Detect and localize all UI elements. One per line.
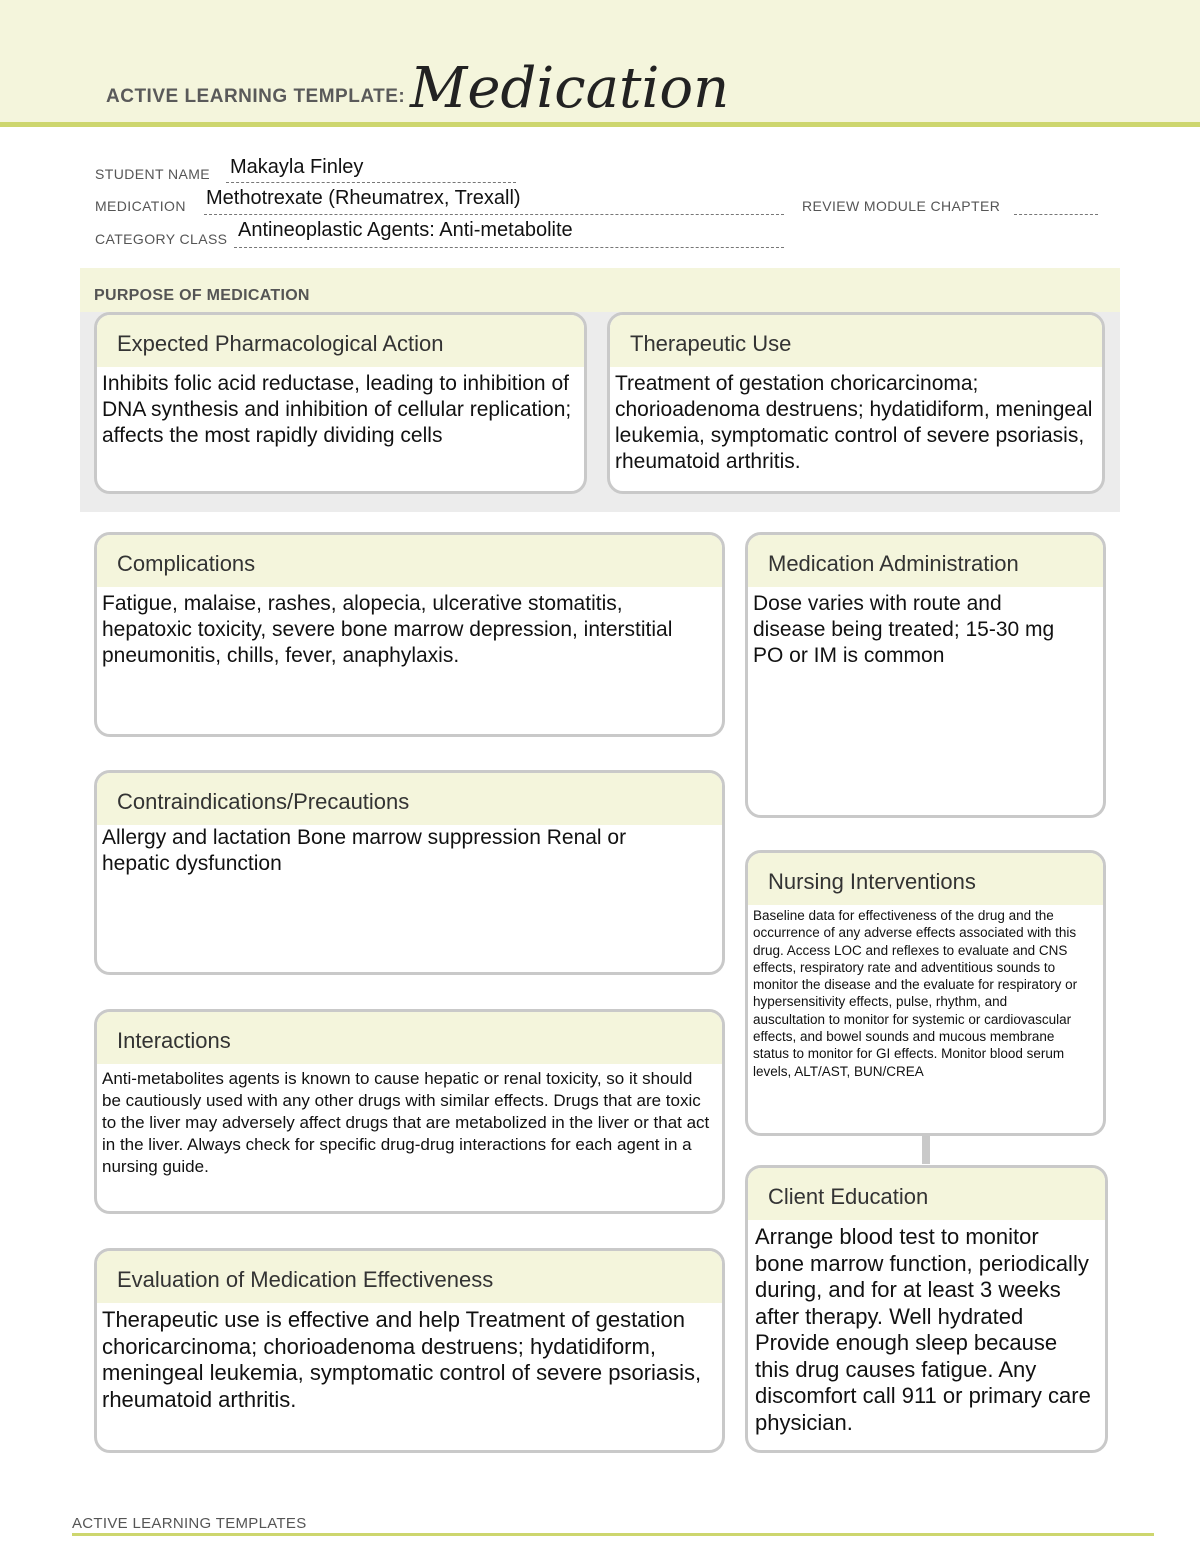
nursing-education-connector xyxy=(922,1134,930,1164)
nursing-interventions-card xyxy=(745,850,1106,1136)
purpose-label: PURPOSE OF MEDICATION xyxy=(94,287,310,304)
medication-administration-card xyxy=(745,532,1106,818)
evaluation-card xyxy=(94,1248,725,1453)
header-rule xyxy=(0,122,1200,127)
client-education-card xyxy=(745,1165,1108,1453)
medication-label: MEDICATION xyxy=(95,198,186,214)
evaluation-title: Evaluation of Medication Effectiveness xyxy=(97,1251,722,1303)
category-class-label: CATEGORY CLASS xyxy=(95,231,228,247)
contraindications-body: Allergy and lactation Bone marrow suppression Renal or hepatic dysfunction xyxy=(102,826,627,875)
interactions-card xyxy=(94,1009,725,1214)
complications-title: Complications xyxy=(97,535,722,587)
complications-card xyxy=(94,532,725,737)
client-education-title: Client Education xyxy=(748,1168,1105,1220)
category-class-value: Antineoplastic Agents: Anti-metabolite xyxy=(238,219,573,241)
therapeutic-use-title: Therapeutic Use xyxy=(610,315,1102,367)
therapeutic-use-body: Treatment of gestation choricarcinoma; chorioadenoma destruens; hydatidiform, meningeal leukemia, symptomatic control of severe psoriasis, rheumatoid arthritis. xyxy=(615,372,1093,473)
nursing-interventions-title: Nursing Interventions xyxy=(748,853,1103,905)
medication-administration-title: Medication Administration xyxy=(748,535,1103,587)
medication-administration-body: Dose varies with route and disease being treated; 15-30 mg PO or IM is common xyxy=(753,592,1055,667)
complications-body: Fatigue, malaise, rashes, alopecia, ulcerative stomatitis, hepatoxic toxicity, severe bone marrow depression, interstitial pneumonitis, chills, fever, anaphylaxis. xyxy=(102,592,673,667)
student-name-label: STUDENT NAME xyxy=(95,166,210,182)
nursing-interventions-body: Baseline data for effectiveness of the drug and the occurrence of any adverse effects associated with this drug. Access LOC and reflexes to evaluate and CNS effects, respiratory rate and adventitious sounds to monitor the disease and the evaluate for respiratory or hypersensitivity effects, pulse, rhythm, and auscultation to monitor for systemic or cardiovascular effects, and bowel sounds and mucous membrane status to monitor for GI effects. Monitor blood serum levels, ALT/AST, BUN/CREA xyxy=(753,908,1078,1079)
expected-action-title: Expected Pharmacological Action xyxy=(97,315,584,367)
interactions-body: Anti-metabolites agents is known to cause hepatic or renal toxicity, so it should be cautiously used with any other drugs with similar effects. Drugs that are toxic to the liver may adversely affect drugs that are metabolized in the liver or that act in the liver. Always check for specific drug-drug interactions for each agent in a nursing guide. xyxy=(102,1069,710,1176)
expected-action-body: Inhibits folic acid reductase, leading to inhibition of DNA synthesis and inhibition of cellular replication; affects the most rapidly dividing cells xyxy=(102,372,572,447)
category-class-underline xyxy=(234,243,784,248)
review-module-underline xyxy=(1014,210,1098,215)
evaluation-body: Therapeutic use is effective and help Treatment of gestation choricarcinoma; chorioadenoma destruens; hydatidiform, meningeal leukemia, symptomatic control of severe psoriasis, rheumatoid arthritis. xyxy=(102,1307,702,1412)
interactions-title: Interactions xyxy=(97,1012,722,1064)
review-module-label: REVIEW MODULE CHAPTER xyxy=(802,198,1001,214)
client-education-body: Arrange blood test to monitor bone marrow function, periodically during, and for at least 3 weeks after therapy. Well hydrated Provide enough sleep because this drug causes fatigue. Any discomfort call 911 or primary care physician. xyxy=(755,1224,1091,1435)
contraindications-title: Contraindications/Precautions xyxy=(97,773,722,825)
contraindications-card xyxy=(94,770,725,975)
footer-label: ACTIVE LEARNING TEMPLATES xyxy=(72,1515,307,1532)
student-name-value: Makayla Finley xyxy=(230,156,364,178)
medication-value: Methotrexate (Rheumatrex, Trexall) xyxy=(206,187,521,209)
expected-action-card xyxy=(94,312,587,494)
medication-underline xyxy=(204,210,784,215)
template-label: ACTIVE LEARNING TEMPLATE: xyxy=(106,86,406,107)
therapeutic-use-card xyxy=(607,312,1105,494)
footer-rule xyxy=(72,1533,1154,1536)
template-title: Medication xyxy=(410,56,730,121)
